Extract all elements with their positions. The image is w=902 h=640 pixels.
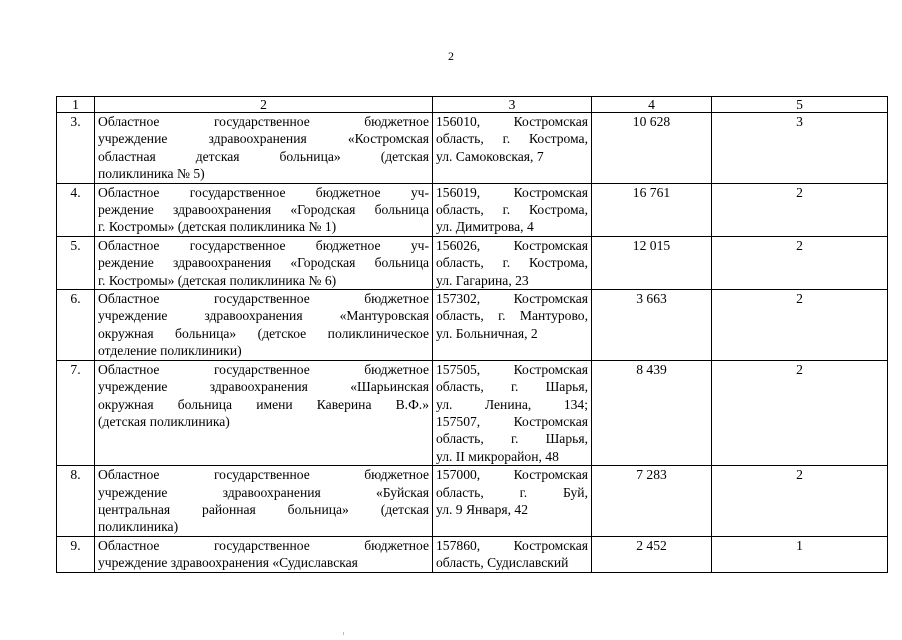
- institution-name-line: Областное государственное бюджетное: [98, 537, 429, 553]
- institution-name: [95, 183, 433, 236]
- institution-name-line: окружная больница имени Каверина В.Ф.»: [98, 396, 429, 412]
- address-line: 157860, Костромская: [436, 537, 588, 553]
- address: [433, 183, 592, 236]
- shifts-value: 1: [712, 536, 888, 572]
- institution-name-line: Областное государственное бюджетное: [98, 114, 429, 129]
- capacity-value: 16 761: [592, 183, 712, 236]
- shifts-value: 2: [712, 360, 888, 465]
- capacity-value: 8 439: [592, 360, 712, 465]
- row-number: 4.: [57, 183, 95, 236]
- page-number: 2: [448, 49, 454, 63]
- table-row: [57, 290, 888, 361]
- table-header-row: [57, 97, 888, 113]
- facilities-table: [56, 96, 888, 573]
- table-row: [57, 113, 888, 184]
- address-line: область, г. Шарья,: [436, 379, 588, 395]
- row-number: 8.: [57, 466, 95, 537]
- institution-name-line: реждение здравоохранения «Городская больница: [98, 202, 429, 218]
- column-header: 5: [712, 97, 888, 113]
- institution-name-line: поликлиника): [98, 519, 179, 535]
- column-header: 2: [95, 97, 433, 113]
- capacity-value: 7 283: [592, 466, 712, 537]
- row-number: 6.: [57, 290, 95, 361]
- address-line: ул. Больничная, 2: [436, 325, 538, 341]
- institution-name-line: учреждение здравоохранения «Буйская: [98, 484, 429, 500]
- address: [433, 360, 592, 465]
- address-line: область, Судиславский: [436, 555, 569, 571]
- capacity-value: 2 452: [592, 536, 712, 572]
- scan-mark: [343, 632, 344, 635]
- address-line: 157505, Костромская: [436, 361, 588, 377]
- address-line: ул. II микрорайон, 48: [436, 448, 559, 464]
- column-header: 4: [592, 97, 712, 113]
- institution-name-line: Областное государственное бюджетное уч-: [98, 184, 429, 200]
- table-row: [57, 536, 888, 572]
- shifts-value: 3: [712, 113, 888, 184]
- address-line: область, г. Шарья,: [436, 431, 588, 447]
- row-number: 9.: [57, 536, 95, 572]
- address-line: 157302, Костромская: [436, 291, 588, 307]
- capacity-value: 12 015: [592, 236, 712, 289]
- address-line: 156019, Костромская: [436, 184, 588, 200]
- institution-name-line: поликлиника № 5): [98, 166, 205, 182]
- table-row: [57, 183, 888, 236]
- address: [433, 236, 592, 289]
- address-line: область, г. Мантурово,: [436, 308, 588, 324]
- institution-name-line: учреждение здравоохранения «Судиславская: [98, 555, 358, 571]
- address: [433, 536, 592, 572]
- shifts-value: 2: [712, 236, 888, 289]
- institution-name-line: Областное государственное бюджетное: [98, 467, 429, 483]
- address: [433, 290, 592, 361]
- institution-name-line: учреждение здравоохранения «Мантуровская: [98, 308, 429, 324]
- address-line: область, г. Кострома,: [436, 202, 588, 218]
- institution-name-line: Областное государственное бюджетное уч-: [98, 237, 429, 253]
- institution-name-line: учреждение здравоохранения «Шарьинская: [98, 379, 429, 395]
- institution-name-line: г. Костромы» (детская поликлиника № 1): [98, 219, 337, 235]
- address-line: 157507, Костромская: [436, 413, 588, 429]
- shifts-value: 2: [712, 290, 888, 361]
- address: [433, 113, 592, 184]
- row-number: 7.: [57, 360, 95, 465]
- institution-name: [95, 360, 433, 465]
- institution-name-line: отделение поликлиники): [98, 343, 242, 359]
- shifts-value: 2: [712, 466, 888, 537]
- institution-name-line: г. Костромы» (детская поликлиника № 6): [98, 272, 337, 288]
- table-row: [57, 360, 888, 465]
- institution-name-line: Областное государственное бюджетное: [98, 291, 429, 307]
- address-line: 156026, Костромская: [436, 237, 588, 253]
- address-line: 157000, Костромская: [436, 467, 588, 483]
- institution-name-line: реждение здравоохранения «Городская больница: [98, 255, 429, 271]
- institution-name-line: (детская поликлиника): [98, 413, 230, 429]
- institution-name: [95, 536, 433, 572]
- institution-name-line: учреждение здравоохранения «Костромская: [98, 131, 429, 147]
- institution-name-line: центральная районная больница» (детская: [98, 501, 429, 517]
- address-line: область, г. Кострома,: [436, 131, 588, 147]
- institution-name: [95, 236, 433, 289]
- address-line: ул. Гагарина, 23: [436, 272, 529, 288]
- shifts-value: 2: [712, 183, 888, 236]
- address-line: ул. Димитрова, 4: [436, 219, 534, 235]
- column-header: 3: [433, 97, 592, 113]
- column-header: 1: [57, 97, 95, 113]
- address-line: ул. 9 Января, 42: [436, 501, 529, 517]
- capacity-value: 10 628: [592, 113, 712, 184]
- address-line: ул. Самоковская, 7: [436, 148, 544, 164]
- address-line: область, г. Буй,: [436, 484, 588, 500]
- table-body: [57, 113, 888, 573]
- address: [433, 466, 592, 537]
- institution-name-line: Областное государственное бюджетное: [98, 361, 429, 377]
- institution-name: [95, 290, 433, 361]
- address-line: 156010, Костромская: [436, 114, 588, 129]
- row-number: 3.: [57, 113, 95, 184]
- institution-name: [95, 466, 433, 537]
- address-line: ул. Ленина, 134;: [436, 396, 588, 412]
- capacity-value: 3 663: [592, 290, 712, 361]
- address-line: область, г. Кострома,: [436, 255, 588, 271]
- table-row: [57, 466, 888, 537]
- institution-name-line: окружная больница» (детское поликлиническое: [98, 325, 429, 341]
- institution-name: [95, 113, 433, 184]
- row-number: 5.: [57, 236, 95, 289]
- table-row: [57, 236, 888, 289]
- institution-name-line: областная детская больница» (детская: [98, 148, 429, 164]
